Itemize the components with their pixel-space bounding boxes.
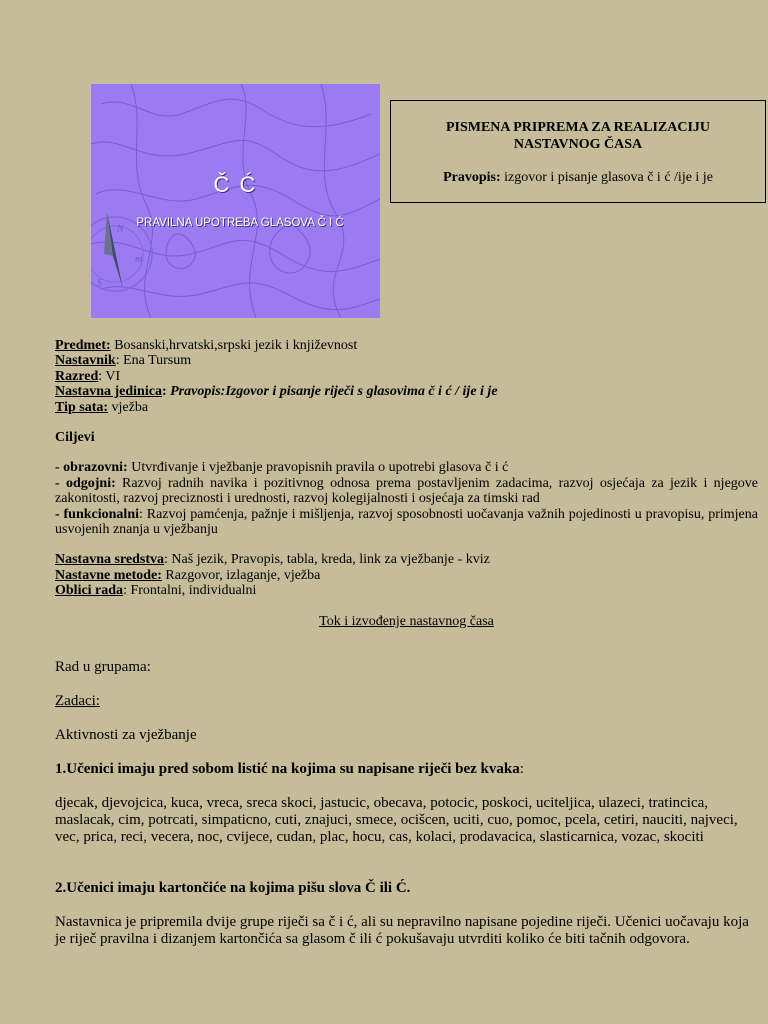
nastavnik-label: Nastavnik: [55, 353, 116, 369]
ciljevi-heading: Ciljevi: [55, 430, 95, 446]
obrazovni-line: [55, 460, 758, 475]
header-pravopis-label: Pravopis:: [443, 170, 501, 185]
obrazovni-text: Utvrđivanje i vježbanje pravopisnih pravila o upotrebi glasova č i ć: [127, 460, 509, 476]
metode-value: Razgovor, izlaganje, vježba: [161, 567, 321, 583]
jedinica-colon: :: [161, 384, 171, 400]
task2-heading: 2.Učenici imaju kartončiće na kojima pišu slova Č ili Ć.: [55, 880, 411, 897]
predmet-value: Bosanski,hrvatski,srpski jezik i književnost: [110, 338, 358, 353]
odgojni-text: Razvoj radnih navika i pozitivnog odnosa prema postavljenim zadacima, razvoj osjećaja za jezik i njegove zakonitosti, razvoj preciznosti i urednosti, razvoj kolegijalnosti i osjećaja za timski rad: [55, 475, 758, 507]
razred-value: : VI: [98, 368, 121, 384]
funkcionalni-text: : Razvoj pamćenja, pažnje i mišljenja, razvoj sposobnosti uočavanja važnih pojedinosti u pravopisu, primjena usvojenih znanja u vježbanju: [55, 506, 758, 538]
funkcionalni-line: [55, 507, 758, 538]
compass-icon: [91, 84, 380, 318]
tip-label: Tip sata:: [55, 399, 109, 415]
odgojni-label: - odgojni:: [55, 475, 116, 491]
header-pravopis-text: izgovor i pisanje glasova č i ć /ije i je: [500, 170, 713, 185]
nastavnik-line: [55, 353, 758, 368]
zadaci-heading: Zadaci:: [55, 693, 100, 710]
title-slide-image: [91, 84, 380, 318]
tip-value: vježba: [108, 399, 149, 415]
header-pravopis: [391, 170, 765, 186]
oblici-value: : Frontalni, individualni: [123, 583, 257, 599]
tip-line: [55, 400, 758, 415]
razred-line: [55, 369, 758, 384]
slide-subtitle: PRAVILNA UPOTREBA GLASOVA Č I Ć: [136, 217, 344, 229]
odgojni-line: [55, 476, 758, 507]
sredstva-line: [55, 552, 758, 567]
oblici-line: [55, 583, 758, 598]
header-title-line2: NASTAVNOG ČASA: [513, 137, 643, 152]
predmet-label: Predmet:: [55, 338, 111, 353]
header-title: [391, 119, 765, 153]
rad-u-grupama: Rad u grupama:: [55, 659, 151, 676]
nastavnik-value: : Ena Tursum: [115, 353, 192, 369]
header-box: [390, 100, 766, 203]
jedinica-line: [55, 384, 758, 399]
razred-label: Razred: [55, 368, 99, 384]
predmet-line: [55, 338, 758, 353]
sredstva-value: : Naš jezik, Pravopis, tabla, kreda, link za vježbanje - kviz: [164, 552, 490, 568]
tok-heading: Tok i izvođenje nastavnog časa: [319, 613, 494, 629]
compass-south-label: S: [97, 278, 102, 289]
oblici-label: Oblici rada: [55, 583, 124, 599]
metode-label: Nastavne metode:: [55, 567, 162, 583]
header-title-line1: PISMENA PRIPREMA ZA REALIZACIJU: [445, 120, 711, 135]
task1-heading: 1.Učenici imaju pred sobom listić na kojima su napisane riječi bez kvaka:: [55, 761, 524, 778]
obrazovni-label: - obrazovni:: [55, 460, 128, 476]
task1-words: djecak, djevojcica, kuca, vreca, sreca skoci, jastucic, obecava, potocic, poskoci, uciteljica, ulazeci, tratincica, maslacak, cim, potrcati, simpaticno, cuti, znajuci, smece, ocišcen, uciti, cuo, pomoc, pcela, cetiri, nauciti, najveci, vec, prica, reci, vecera, noc, cvijece, cudan, plac, hocu, cas, kolaci, prodavacica, slasticarnica, vozac, skociti: [55, 795, 738, 846]
jedinica-value: Pravopis:Izgovor i pisanje riječi s glasovima č i ć / ije i je: [170, 384, 498, 400]
slide-title: Č Ć: [213, 172, 258, 197]
funkcionalni-label: - funkcionalni: [55, 506, 139, 522]
jedinica-label: Nastavna jedinica: [55, 384, 162, 400]
document-body: [55, 338, 758, 948]
task2-text: Nastavnica je pripremila dvije grupe riječi sa č i ć, ali su nepravilno napisane pojedine riječi. Učenici uočavaju koja je riječ pravilna i dizanjem kartončića sa glasom č ili ć pokušavaju utvrditi koliko će biti tačnih odgovora.: [55, 914, 749, 948]
metode-line: [55, 568, 758, 583]
compass-north-label: N: [117, 224, 124, 235]
sredstva-label: Nastavna sredstva: [55, 552, 165, 568]
aktivnosti-heading: Aktivnosti za vježbanje: [55, 727, 197, 744]
compass-east-label: m: [135, 254, 143, 265]
